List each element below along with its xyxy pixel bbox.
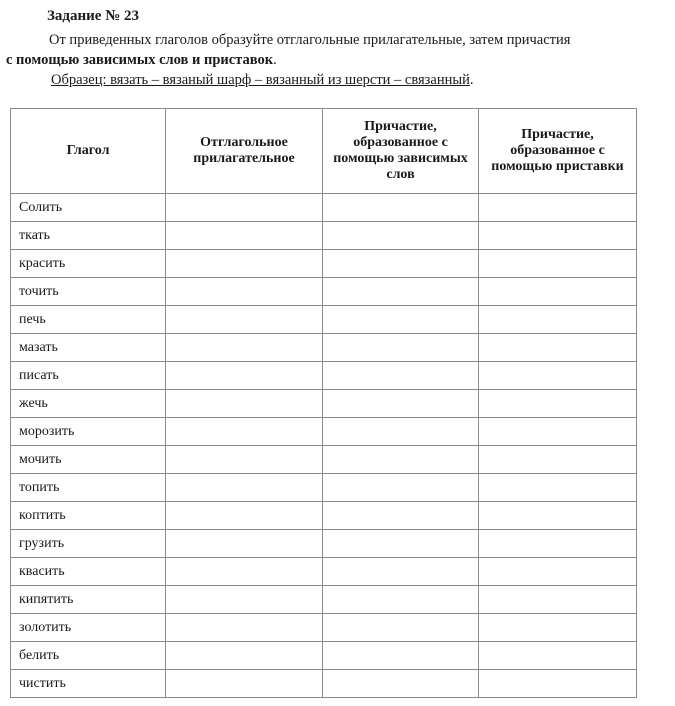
participle-dependent-answer-cell[interactable] xyxy=(323,306,479,334)
participle-dependent-answer-cell[interactable] xyxy=(323,474,479,502)
table-row xyxy=(11,586,637,614)
verb-cell: мочить xyxy=(11,446,166,474)
participle-prefix-answer-cell[interactable] xyxy=(479,418,637,446)
verb-cell: грузить xyxy=(11,530,166,558)
table-row xyxy=(11,642,637,670)
adjective-answer-cell[interactable] xyxy=(166,530,323,558)
header-verb: Глагол xyxy=(11,109,166,194)
participle-prefix-answer-cell[interactable] xyxy=(479,250,637,278)
table-row xyxy=(11,530,637,558)
verb-cell: мазать xyxy=(11,334,166,362)
participle-dependent-answer-cell[interactable] xyxy=(323,642,479,670)
participle-prefix-answer-cell[interactable] xyxy=(479,558,637,586)
participle-prefix-answer-cell[interactable] xyxy=(479,390,637,418)
table-row xyxy=(11,558,637,586)
participle-prefix-answer-cell[interactable] xyxy=(479,530,637,558)
participle-dependent-answer-cell[interactable] xyxy=(323,390,479,418)
adjective-answer-cell[interactable] xyxy=(166,250,323,278)
instruction-line-1: От приведенных глаголов образуйте отглагольные прилагательные, затем причастия xyxy=(49,32,571,48)
adjective-answer-cell[interactable] xyxy=(166,390,323,418)
table-row xyxy=(11,474,637,502)
adjective-answer-cell[interactable] xyxy=(166,502,323,530)
table-row xyxy=(11,250,637,278)
instruction-line-2 xyxy=(6,52,277,69)
table-row xyxy=(11,222,637,250)
participle-dependent-answer-cell[interactable] xyxy=(323,586,479,614)
participle-prefix-answer-cell[interactable] xyxy=(479,586,637,614)
participle-dependent-answer-cell[interactable] xyxy=(323,502,479,530)
adjective-answer-cell[interactable] xyxy=(166,222,323,250)
instruction-tail: . xyxy=(273,52,277,68)
verb-table xyxy=(10,108,637,698)
participle-dependent-answer-cell[interactable] xyxy=(323,250,479,278)
adjective-answer-cell[interactable] xyxy=(166,642,323,670)
participle-prefix-answer-cell[interactable] xyxy=(479,362,637,390)
participle-prefix-answer-cell[interactable] xyxy=(479,278,637,306)
table-row xyxy=(11,362,637,390)
participle-dependent-answer-cell[interactable] xyxy=(323,446,479,474)
participle-dependent-answer-cell[interactable] xyxy=(323,222,479,250)
example-line xyxy=(51,72,474,89)
header-adjective: Отглагольное прилагательное xyxy=(166,109,323,194)
instruction-bold-text: с помощью зависимых слов и приставок xyxy=(6,52,274,68)
participle-prefix-answer-cell[interactable] xyxy=(479,642,637,670)
verb-cell: кипятить xyxy=(11,586,166,614)
participle-prefix-answer-cell[interactable] xyxy=(479,446,637,474)
adjective-answer-cell[interactable] xyxy=(166,670,323,698)
adjective-answer-cell[interactable] xyxy=(166,306,323,334)
verb-cell: чистить xyxy=(11,670,166,698)
table-row xyxy=(11,390,637,418)
table-row xyxy=(11,502,637,530)
adjective-answer-cell[interactable] xyxy=(166,362,323,390)
participle-dependent-answer-cell[interactable] xyxy=(323,362,479,390)
participle-dependent-answer-cell[interactable] xyxy=(323,418,479,446)
table-row xyxy=(11,446,637,474)
adjective-answer-cell[interactable] xyxy=(166,446,323,474)
participle-prefix-answer-cell[interactable] xyxy=(479,306,637,334)
verb-cell: точить xyxy=(11,278,166,306)
participle-prefix-answer-cell[interactable] xyxy=(479,334,637,362)
participle-dependent-answer-cell[interactable] xyxy=(323,194,479,222)
participle-prefix-answer-cell[interactable] xyxy=(479,194,637,222)
participle-prefix-answer-cell[interactable] xyxy=(479,222,637,250)
verb-cell: красить xyxy=(11,250,166,278)
verb-cell: писать xyxy=(11,362,166,390)
task-title: Задание № 23 xyxy=(47,8,140,24)
table-row xyxy=(11,614,637,642)
participle-dependent-answer-cell[interactable] xyxy=(323,530,479,558)
header-participle-prefix: Причастие, образованное с помощью приставки xyxy=(479,109,637,194)
verb-cell: белить xyxy=(11,642,166,670)
adjective-answer-cell[interactable] xyxy=(166,334,323,362)
verb-cell: ткать xyxy=(11,222,166,250)
header-participle-dependent: Причастие, образованное с помощью зависимых слов xyxy=(323,109,479,194)
table-row xyxy=(11,194,637,222)
adjective-answer-cell[interactable] xyxy=(166,586,323,614)
table-row xyxy=(11,278,637,306)
adjective-answer-cell[interactable] xyxy=(166,558,323,586)
adjective-answer-cell[interactable] xyxy=(166,614,323,642)
adjective-answer-cell[interactable] xyxy=(166,474,323,502)
adjective-answer-cell[interactable] xyxy=(166,418,323,446)
participle-prefix-answer-cell[interactable] xyxy=(479,670,637,698)
verb-cell: золотить xyxy=(11,614,166,642)
table-row xyxy=(11,306,637,334)
adjective-answer-cell[interactable] xyxy=(166,194,323,222)
participle-prefix-answer-cell[interactable] xyxy=(479,614,637,642)
verb-cell: печь xyxy=(11,306,166,334)
table-row xyxy=(11,418,637,446)
participle-dependent-answer-cell[interactable] xyxy=(323,558,479,586)
participle-prefix-answer-cell[interactable] xyxy=(479,502,637,530)
adjective-answer-cell[interactable] xyxy=(166,278,323,306)
verb-cell: квасить xyxy=(11,558,166,586)
participle-dependent-answer-cell[interactable] xyxy=(323,670,479,698)
participle-dependent-answer-cell[interactable] xyxy=(323,614,479,642)
verb-cell: коптить xyxy=(11,502,166,530)
verb-cell: морозить xyxy=(11,418,166,446)
table-header-row xyxy=(11,109,637,194)
example-text: Образец: вязать – вязаный шарф – вязанный из шерсти – связанный xyxy=(51,72,470,88)
participle-dependent-answer-cell[interactable] xyxy=(323,278,479,306)
table-row xyxy=(11,670,637,698)
table-body xyxy=(11,194,637,698)
verb-cell: топить xyxy=(11,474,166,502)
participle-prefix-answer-cell[interactable] xyxy=(479,474,637,502)
verb-cell: Солить xyxy=(11,194,166,222)
example-tail: . xyxy=(469,72,474,88)
participle-dependent-answer-cell[interactable] xyxy=(323,334,479,362)
table-row xyxy=(11,334,637,362)
verb-cell: жечь xyxy=(11,390,166,418)
